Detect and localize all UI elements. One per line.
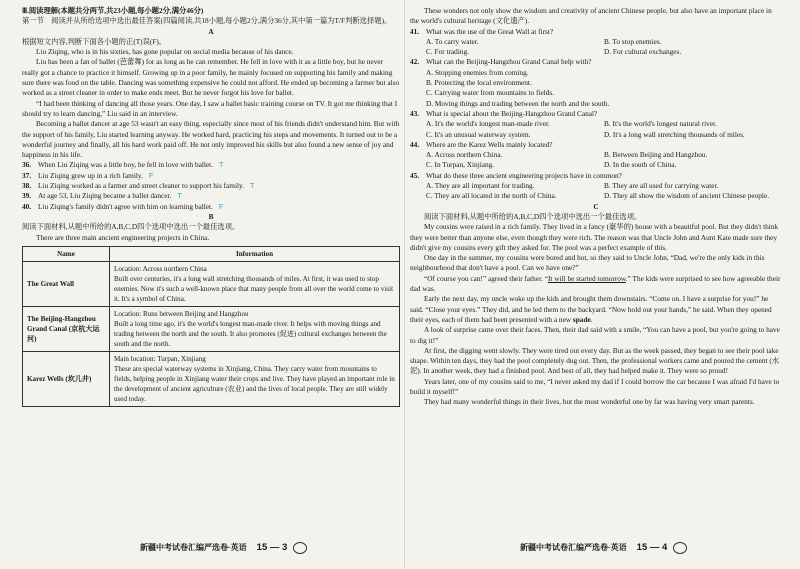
option: A. They are all important for trading. — [426, 181, 535, 191]
row-name: The Beijing-Hangzhou Grand Canal (京杭大运河) — [23, 306, 110, 351]
question-43: 43. What is special about the Beijing-Hangzhou Grand Canal? A. It's the world's longest man-made river. B. It's the world's longest natural river. C. It's an unusual waterway system. D. It's a long wall stretching thousands of miles. — [410, 109, 782, 140]
passage-c-paragraph: “Of course you can!” agreed their father. “It will be started tomorrow.” The kids were surprised to see how agreeable their dad was. — [410, 273, 781, 294]
passage-c-paragraph: Early the next day, my uncle woke up the kids and brought them downstairs. “Come on. I have a surprise for you!” he said. “Close your eyes.” They did, and he led them to the backyard. “Now hold out your hands,” he said. When they opened their eyes, each of them had been presented with a new spade. — [410, 294, 772, 324]
option: B. To stop enemies. — [604, 36, 662, 46]
passage-b-letter: B — [208, 211, 214, 221]
question-36: 36. When Liu Ziqing was a little boy, he fell in love with ballet. T — [22, 160, 224, 170]
option: B. Between Beijing and Hangzhou. — [604, 150, 708, 160]
table-header: Name — [23, 246, 110, 261]
table-row — [23, 306, 400, 351]
option: A. Stopping enemies from coming. — [426, 67, 529, 77]
table-row — [23, 261, 400, 306]
left-page — [22, 6, 400, 407]
table-row — [23, 351, 400, 406]
passage-a-paragraph: Becoming a ballet dancer at age 53 wasn't an easy thing, especially since most of his friends didn't understand him. But with the support of his family, Liu started learning anyway. He worked hard, practicing his steps and movements. It turned out to be a wonderful journey and finally, all his hard work paid off. He not only improved his skills but also found a new sense of joy and happiness in his life. — [22, 119, 400, 160]
row-info: Location: Runs between Beijing and Hangzhou Built a long time ago, it's the world's longest man-made river. It helps with moving things and trading between the north and the south. It also promotes (促进) cultural exchanges between the south and the north. — [110, 306, 400, 351]
question-41: 41. What was the use of the Great Wall at first? A. To carry water. B. To stop enemies. C. For trading. D. For cultural exchanges. — [410, 27, 782, 58]
footer-title: 新疆中考试卷汇编严选卷·英语 — [140, 543, 247, 553]
passage-a-paragraph: Liu Ziqing, who is in his sixties, has gone popular on social media because of his dance. — [36, 47, 294, 57]
answer-mark: T — [219, 160, 224, 170]
question-37: 37. Liu Ziqing grew up in a rich family. F — [22, 170, 154, 180]
table-header: Information — [110, 246, 400, 261]
question-38: 38. Liu Ziqing worked as a farmer and street cleaner to support his family. T — [22, 181, 255, 191]
passage-a-paragraph: “I had been thinking of dancing all those years. One day, I saw a ballet basic training course on TV. It got me thinking that I should try to learn dancing,” Liu said in an interview. — [22, 98, 398, 118]
row-info: Location: Across northern China Built over centuries, it's a long wall stretching thousands of miles. At first, it was used to stop enemies. Now it's such a well-known place that many people from all over the world come to visit it. It's a symbol of China. — [110, 261, 400, 306]
option: B. It's the world's longest natural river. — [604, 119, 717, 129]
option: C. In Turpan, Xinjiang. — [426, 160, 495, 170]
answer-mark: F — [218, 201, 224, 211]
option: B. Protecting the local environment. — [426, 78, 532, 88]
bold-word: spade — [572, 314, 591, 324]
row-info: Main location: Turpan, Xinjiang These are special waterway systems in Xinjiang, China. They carry water from mountains to fields, helping people in Xinjiang water their crops and live. They have played an important role in the development of ancient agriculture (农业) and the lives of local people. They are still widely used today. — [110, 351, 400, 406]
option: A. It's the world's longest man-made river. — [426, 119, 550, 129]
table-header-row — [23, 246, 400, 261]
right-footer — [520, 542, 687, 554]
passage-c-instruction: 阅读下面材料,从题中所给的A,B,C,D四个选项中选出一个最佳选项。 — [424, 211, 642, 221]
underlined-sentence: It will be started tomorrow — [547, 273, 626, 283]
option: B. They are all used for carrying water. — [604, 181, 719, 191]
engineering-table — [22, 246, 400, 407]
passage-a-letter: A — [208, 26, 214, 36]
passage-c-paragraph: Years later, one of my cousins said to me, “I never asked my dad if I could borrow the car because I was afraid I'd have to build it myself!” — [410, 376, 780, 396]
answer-mark: F — [148, 170, 154, 180]
answer-mark: T — [177, 191, 182, 201]
question-45: 45. What do these three ancient engineering projects have in common? A. They are all important for trading. B. They are all used for carrying water. C. They are all located in the north of China. D. They all show the wisdom of ancient Chinese people. — [410, 171, 782, 202]
option: A. To carry water. — [426, 36, 479, 46]
page-number: 15 — 3 — [256, 542, 288, 554]
part-one-instruction: 第一节 阅读并从所给选项中选出最佳答案(四篇阅读,共18小题,每小题2分,满分36分,其中第一篇为T/F判断选择题)。 — [22, 16, 392, 26]
question-42: 42. What can the Beijing-Hangzhou Grand Canal help with? A. Stopping enemies from coming. B. Protecting the local environment. C. Carrying water from mountains to fields. D. Moving things and trading between the north and the south. — [410, 57, 782, 108]
option: C. For trading. — [426, 47, 469, 57]
right-page — [410, 6, 782, 408]
answer-mark: T — [250, 181, 255, 191]
footer-title: 新疆中考试卷汇编严选卷·英语 — [520, 543, 627, 553]
passage-c-paragraph: One day in the summer, my cousins were bored and hot, so they said to Uncle John, “Dad, we're the only kids in this neighbourhood that don't have a pool. Can we have one?” — [410, 253, 765, 273]
left-footer — [140, 542, 307, 554]
section-title: Ⅲ.阅读理解(本题共分两节,共23小题,每小题2分,满分46分) — [22, 6, 204, 15]
question-39: 39. At age 53, Liu Ziqing became a ballet dancer. T — [22, 191, 182, 201]
passage-c-paragraph: At first, the digging went slowly. They were tired out every day. But as the week passed, they began to see their pool take shape. Within ten days, they had the pool completely dug out. Then, the professional workers came and poured the cement (水泥). In another week, they had a finished pool. And best of all, they had helped make it. They were so proud! — [410, 345, 780, 376]
passage-c-letter: C — [593, 201, 599, 211]
question-40: 40. Liu Ziqing's family didn't agree with him on learning ballet. F — [22, 201, 224, 211]
option: D. It's a long wall stretching thousands of miles. — [604, 129, 745, 139]
passage-b-intro: There are three main ancient engineering projects in China. — [36, 232, 210, 242]
option: D. They all show the wisdom of ancient Chinese people. — [604, 191, 770, 201]
publisher-logo-icon — [673, 542, 687, 554]
option: D. Moving things and trading between the north and the south. — [426, 98, 610, 108]
option: A. Across northern China. — [426, 150, 503, 160]
passage-b-instruction: 阅读下面材料,从题中所给的A,B,C,D四个选项中选出一个最佳选项。 — [22, 222, 240, 232]
row-name: The Great Wall — [23, 261, 110, 306]
option: C. Carrying water from mountains to fields. — [426, 88, 555, 98]
passage-a-paragraph: Liu has been a fan of ballet (芭蕾舞) for as long as he can remember. He fell in love with it as a little boy, but he never really got a chance to practice it himself. Growing up in a poor family, he mainly focused on supporting his family and making sure there was food on the table. Dancing was something expensive he could not afford. He ended up becoming a farmer but also worked as a street cleaner in order to make ends meet. But he never forgot his love for ballet. — [22, 57, 400, 98]
passage-c-paragraph: They had many wonderful things in their lives, but the most wonderful one by far was having very smart parents. — [424, 397, 755, 407]
passage-b-end: These wonders not only show the wisdom and creativity of ancient Chinese people, but also have an important place in the world's cultural heritage (文化遗产). — [410, 6, 772, 26]
question-44: 44. Where are the Karez Wells mainly located? A. Across northern China. B. Between Beijing and Hangzhou. C. In Turpan, Xinjiang. D. In the south of China. — [410, 140, 782, 171]
option: C. They are all located in the north of China. — [426, 191, 557, 201]
page-divider — [404, 0, 405, 569]
option: D. In the south of China. — [604, 160, 677, 170]
passage-c-paragraph: A look of surprise came over their faces. Then, their dad said with a smile, “You can have a pool, but you're going to have to dig it!” — [410, 325, 780, 345]
option: C. It's an unusual waterway system. — [426, 129, 531, 139]
page-number: 15 — 4 — [636, 542, 668, 554]
passage-a-instruction: 根据短文内容,判断下面各小题的正(T)误(F)。 — [22, 36, 167, 46]
option: D. For cultural exchanges. — [604, 47, 682, 57]
passage-c-paragraph: My cousins were raised in a rich family. They lived in a fancy (豪华的) house with a beautiful pool. But they didn't think they were better than anyone else, even though they were rich. The reason was that Uncle John and Aunt Kate made sure they didn't give my cousins every gift they asked for. The pool was a perfect example of this. — [410, 222, 779, 252]
publisher-logo-icon — [293, 542, 307, 554]
row-name: Karez Wells (坎儿井) — [23, 351, 110, 406]
